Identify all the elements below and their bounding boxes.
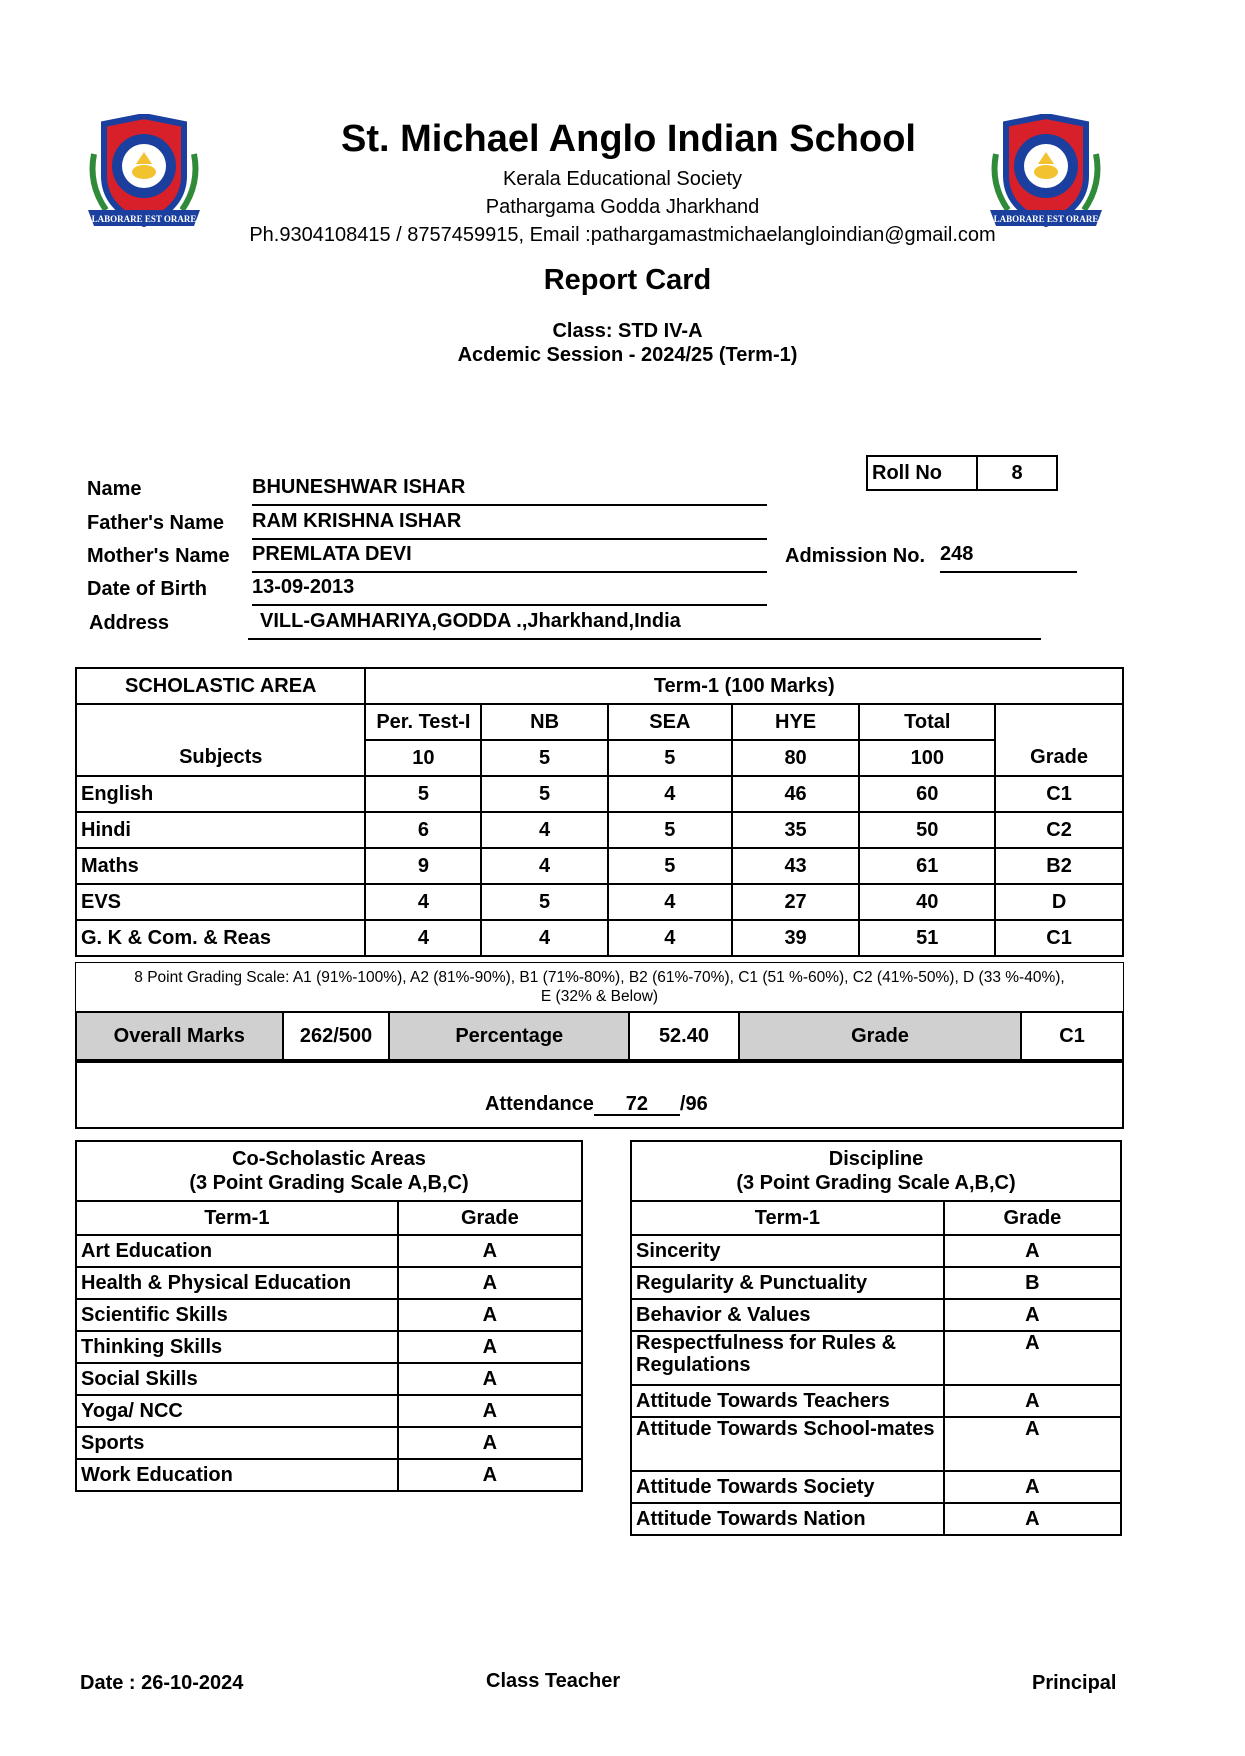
session-line: Acdemic Session - 2024/25 (Term-1) [457,344,798,366]
area-grade: A [944,1385,1121,1417]
mark-cell: 4 [608,776,732,812]
report-date: Date : 26-10-2024 [80,1672,244,1694]
father-label: Father's Name [87,512,225,534]
area-name: Respectfulness for Rules & Regulations [631,1331,944,1385]
mark-cell: 43 [732,848,860,884]
discipline-row [631,1235,1121,1267]
scholastic-area-header: SCHOLASTIC AREA [76,668,365,704]
area-name: Behavior & Values [631,1299,944,1331]
area-grade: A [398,1427,582,1459]
discipline-row [631,1267,1121,1299]
mark-cell: 61 [859,848,995,884]
area-name: Work Education [76,1459,398,1491]
discipline-row [631,1331,1121,1385]
max-marks-cell: 100 [859,740,995,776]
scholastic-table [75,667,1124,957]
overall-marks-label: Overall Marks [76,1012,283,1060]
area-name: Social Skills [76,1363,398,1395]
discipline-row [631,1503,1121,1535]
area-grade: B [944,1267,1121,1299]
co-scholastic-row [76,1459,582,1491]
subject-row [76,884,1123,920]
mark-cell: 35 [732,812,860,848]
area-grade: A [398,1299,582,1331]
area-grade: A [944,1299,1121,1331]
co-scholastic-title: Co-Scholastic Areas [232,1148,426,1170]
mark-cell: 4 [608,920,732,956]
area-name: Thinking Skills [76,1331,398,1363]
area-grade: A [398,1395,582,1427]
subject-row [76,848,1123,884]
mark-cell: 6 [365,812,481,848]
co-scholastic-table [75,1140,583,1492]
area-grade: A [398,1363,582,1395]
discipline-heading [631,1141,1121,1201]
area-grade: A [398,1235,582,1267]
area-grade: A [944,1235,1121,1267]
report-title: Report Card [543,264,712,296]
mark-cell: 5 [481,776,608,812]
co-scholastic-row [76,1299,582,1331]
mark-cell: 5 [481,884,608,920]
mark-cell: 40 [859,884,995,920]
mark-cell: 9 [365,848,481,884]
area-name: Sincerity [631,1235,944,1267]
co-scholastic-row [76,1363,582,1395]
subject-grade: C1 [995,920,1123,956]
father-name: RAM KRISHNA ISHAR [252,510,767,540]
co-scholastic-grade-header: Grade [398,1201,582,1235]
max-marks-cell: 80 [732,740,860,776]
area-grade: A [944,1331,1121,1385]
mark-cell: 39 [732,920,860,956]
column-header: SEA [608,704,732,740]
roll-no-box [866,455,1058,491]
address-value: VILL-GAMHARIYA,GODDA .,Jharkhand,India [248,610,1041,640]
mark-cell: 4 [608,884,732,920]
percentage-value: 52.40 [629,1012,739,1060]
subject-grade: B2 [995,848,1123,884]
subject-name: English [76,776,365,812]
school-society: Kerala Educational Society [502,168,743,190]
discipline-grade-header: Grade [944,1201,1121,1235]
mark-cell: 4 [481,812,608,848]
co-scholastic-term-header: Term-1 [76,1201,398,1235]
area-name: Regularity & Punctuality [631,1267,944,1299]
mark-cell: 4 [481,848,608,884]
column-header: Total [859,704,995,740]
roll-no-value: 8 [977,456,1057,490]
area-name: Health & Physical Education [76,1267,398,1299]
class-teacher-signature-label: Class Teacher [486,1670,621,1692]
co-scholastic-row [76,1395,582,1427]
area-name: Sports [76,1427,398,1459]
overall-table [75,1011,1124,1061]
co-scholastic-row [76,1235,582,1267]
area-grade: A [398,1267,582,1299]
mother-label: Mother's Name [87,545,230,567]
discipline-title: Discipline [828,1148,924,1170]
admission-no: 248 [940,543,1077,573]
overall-grade-label: Grade [739,1012,1021,1060]
admission-label: Admission No. [785,545,926,567]
grading-scale-line: E (32% & Below) [540,988,659,1005]
area-name: Scientific Skills [76,1299,398,1331]
overall-marks-value: 262/500 [283,1012,390,1060]
mark-cell: 5 [608,848,732,884]
co-scholastic-subtitle: (3 Point Grading Scale A,B,C) [189,1172,469,1194]
max-marks-cell: 5 [481,740,608,776]
mark-cell: 60 [859,776,995,812]
discipline-row [631,1471,1121,1503]
school-name: St. Michael Anglo Indian School [341,118,916,160]
term-header: Term-1 (100 Marks) [365,668,1123,704]
svg-text:LABORARE EST ORARE: LABORARE EST ORARE [993,214,1099,224]
grading-scale-line: 8 Point Grading Scale: A1 (91%-100%), A2 (81%-90%), B1 (71%-80%), B2 (61%-70%), C1 (51 %-60%), C2 (41%-50%), D (33 %-40%), [134,969,1065,986]
overall-grade-value: C1 [1021,1012,1123,1060]
discipline-row [631,1385,1121,1417]
mark-cell: 4 [481,920,608,956]
discipline-term-header: Term-1 [631,1201,944,1235]
area-grade: A [944,1503,1121,1535]
co-scholastic-heading [76,1141,582,1201]
address-label: Address [89,612,170,634]
mark-cell: 50 [859,812,995,848]
subject-name: G. K & Com. & Reas [76,920,365,956]
subject-name: EVS [76,884,365,920]
mark-cell: 5 [608,812,732,848]
attendance-line [485,1093,708,1116]
attendance-box [75,1061,1124,1129]
subjects-header: Subjects [76,704,365,776]
max-marks-cell: 5 [608,740,732,776]
area-grade: A [398,1459,582,1491]
mark-cell: 51 [859,920,995,956]
subject-name: Maths [76,848,365,884]
discipline-row [631,1299,1121,1331]
mark-cell: 27 [732,884,860,920]
subject-row [76,776,1123,812]
area-name: Yoga/ NCC [76,1395,398,1427]
mark-cell: 5 [365,776,481,812]
area-name: Attitude Towards Nation [631,1503,944,1535]
school-location: Pathargama Godda Jharkhand [485,196,760,218]
area-name: Attitude Towards Society [631,1471,944,1503]
subject-grade: C1 [995,776,1123,812]
mark-cell: 4 [365,920,481,956]
class-line: Class: STD IV-A [552,320,703,342]
mother-name: PREMLATA DEVI [252,543,767,573]
mark-cell: 4 [365,884,481,920]
area-grade: A [398,1331,582,1363]
discipline-row [631,1417,1121,1471]
max-marks-cell: 10 [365,740,481,776]
attendance-label: Attendance [485,1093,594,1115]
area-name: Attitude Towards Teachers [631,1385,944,1417]
dob-label: Date of Birth [87,578,207,600]
mark-cell: 46 [732,776,860,812]
attendance-total: /96 [679,1093,708,1115]
discipline-subtitle: (3 Point Grading Scale A,B,C) [736,1172,1016,1194]
subject-row [76,920,1123,956]
area-name: Attitude Towards School-mates [631,1417,944,1471]
subject-grade: C2 [995,812,1123,848]
co-scholastic-row [76,1331,582,1363]
svg-text:LABORARE EST ORARE: LABORARE EST ORARE [91,214,197,224]
attendance-present: 72 [594,1094,680,1116]
grading-scale-note [75,962,1124,1012]
student-name: BHUNESHWAR ISHAR [252,476,767,506]
dob-value: 13-09-2013 [252,576,767,606]
subject-grade: D [995,884,1123,920]
percentage-label: Percentage [389,1012,629,1060]
area-name: Art Education [76,1235,398,1267]
discipline-table [630,1140,1122,1536]
subject-name: Hindi [76,812,365,848]
subject-row [76,812,1123,848]
column-header: HYE [732,704,860,740]
column-header: Per. Test-I [365,704,481,740]
area-grade: A [944,1417,1121,1471]
area-grade: A [944,1471,1121,1503]
co-scholastic-row [76,1267,582,1299]
name-label: Name [87,478,142,500]
principal-signature-label: Principal [1032,1672,1117,1694]
roll-no-label: Roll No [867,456,977,490]
grade-header: Grade [995,704,1123,776]
co-scholastic-row [76,1427,582,1459]
school-contact: Ph.9304108415 / 8757459915, Email :pathargamastmichaelangloindian@gmail.com [249,224,996,246]
column-header: NB [481,704,608,740]
